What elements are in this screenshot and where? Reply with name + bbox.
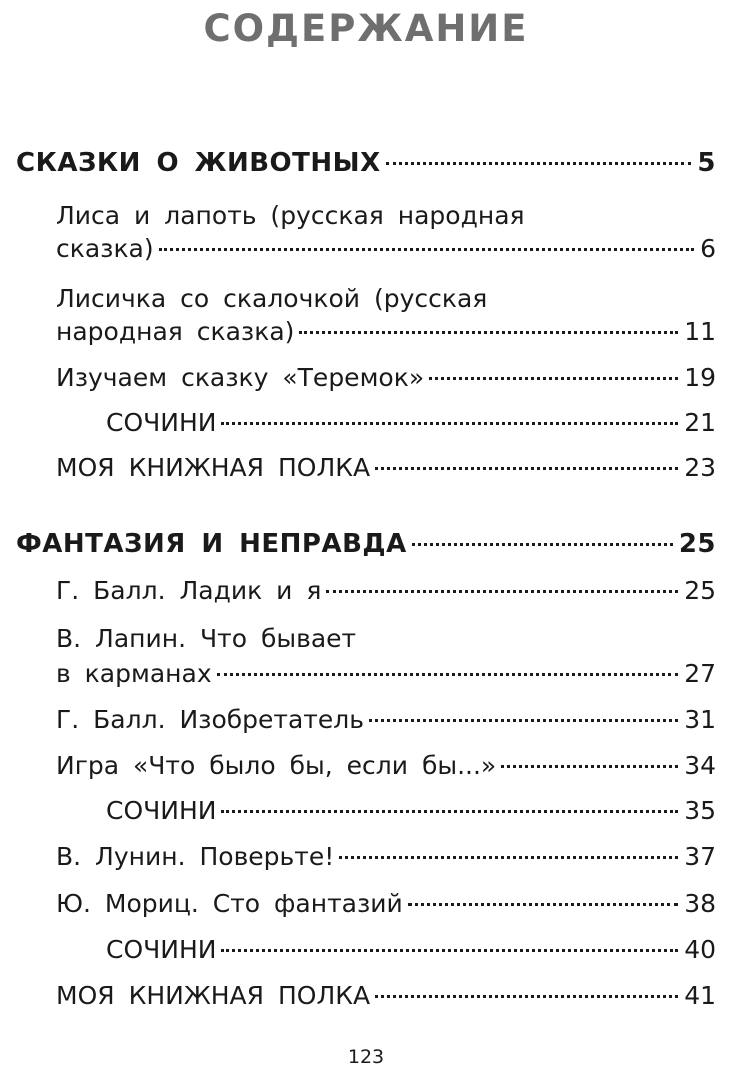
toc-leader-dots [412,543,673,546]
toc-entry [106,794,716,828]
toc-entry [56,232,716,266]
toc-entry-first-line: В. Лапин. Что бывает [56,624,357,653]
toc-entry [56,315,716,349]
toc-entry [56,703,716,737]
toc-entry [56,840,716,874]
toc-entry [56,979,716,1013]
toc-page-number: 23 [684,453,716,482]
toc-leader-dots [299,331,678,334]
toc-entry-title: в карманах [56,659,212,688]
toc-section-title: СКАЗКИ О ЖИВОТНЫХ [16,148,381,178]
toc-page-number: 38 [684,889,716,918]
toc-entry-first-line: Лисичка со скалочкой (русская [56,284,488,313]
toc-page-number: 35 [684,796,716,825]
toc-entry-title: народная сказка) [56,317,295,346]
toc-leader-dots [221,810,678,813]
toc-entry-title: Г. Балл. Ладик и я [56,576,322,605]
toc-leader-dots [221,422,678,425]
toc-leader-dots [369,719,678,722]
toc-leader-dots [339,856,678,859]
toc-entry [56,749,716,783]
toc-entry [56,887,716,921]
toc-entry-title: СОЧИНИ [106,796,217,825]
toc-leader-dots [386,162,692,165]
toc-page-number: 25 [684,576,716,605]
toc-entry [56,574,716,608]
toc-entry [106,933,716,967]
toc-page-number: 31 [684,705,716,734]
toc-leader-dots [501,765,678,768]
toc-leader-dots [375,467,678,470]
toc-entry-title: Изучаем сказку «Теремок» [56,363,425,392]
toc-entry-title: СОЧИНИ [106,408,217,437]
toc-entry-title: МОЯ КНИЖНАЯ ПОЛКА [56,453,371,482]
toc-page-number: 40 [684,935,716,964]
toc-entry-title: Г. Балл. Изобретатель [56,705,364,734]
toc-page-number: 37 [684,842,716,871]
toc-leader-dots [326,590,678,593]
toc-page-number: 27 [684,659,716,688]
toc-entry-first-line: Лиса и лапоть (русская народная [56,201,525,230]
toc-leader-dots [221,949,678,952]
toc-section-animal-tales [16,146,716,180]
toc-entry-title: В. Лунин. Поверьте! [56,842,335,871]
toc-page-number: 5 [697,148,716,178]
page-number: 123 [347,1046,385,1068]
toc-page-number: 25 [678,529,716,559]
toc-page-number: 6 [700,234,716,263]
toc-entry-title: СОЧИНИ [106,935,217,964]
toc-leader-dots [217,673,679,676]
toc-entry [106,406,716,440]
toc-section-title: ФАНТАЗИЯ И НЕПРАВДА [16,529,407,559]
toc-page-number: 34 [684,751,716,780]
toc-leader-dots [375,995,678,998]
toc-entry-title: Игра «Что было бы, если бы...» [56,751,497,780]
toc-entry [56,657,716,691]
toc-page-number: 11 [684,317,716,346]
toc-entry [56,361,716,395]
toc-entry-title: МОЯ КНИЖНАЯ ПОЛКА [56,981,371,1010]
toc-entry-title: Ю. Мориц. Сто фантазий [56,889,403,918]
toc-entry-title: сказка) [56,234,154,263]
toc-section-fantasy [16,527,716,561]
page-title: СОДЕРЖАНИЕ [203,7,529,50]
toc-leader-dots [408,903,678,906]
toc-leader-dots [159,248,694,251]
toc-entry [56,451,716,485]
toc-page-number: 41 [684,981,716,1010]
toc-leader-dots [429,377,678,380]
toc-page-number: 19 [684,363,716,392]
toc-page-number: 21 [684,408,716,437]
